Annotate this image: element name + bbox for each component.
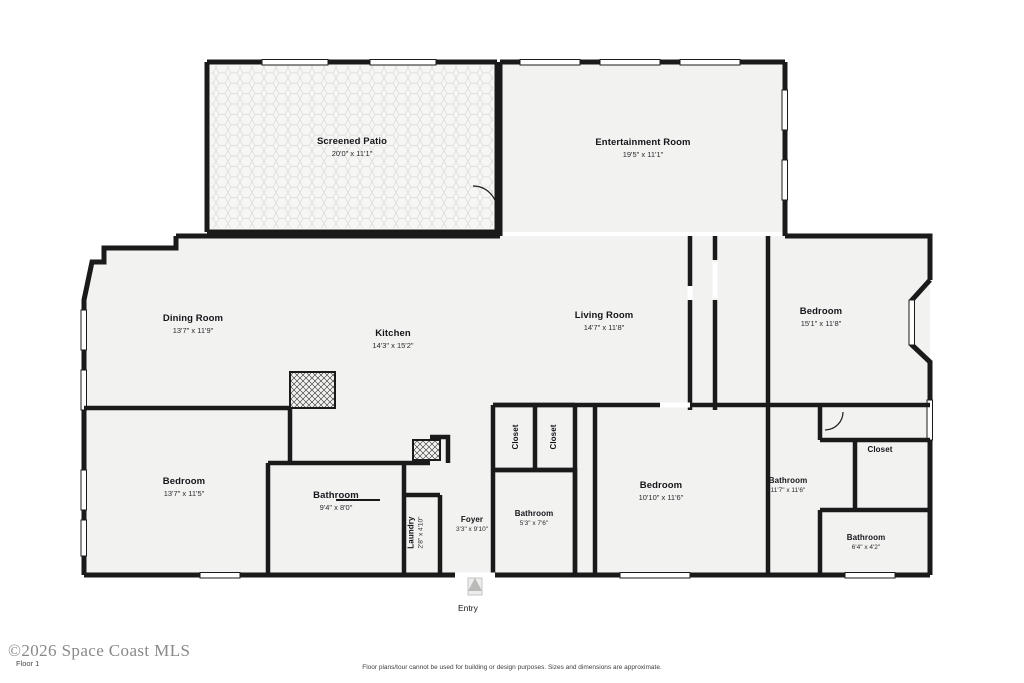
- room-name: Bedroom: [799, 306, 843, 317]
- room-name: Bathroom: [846, 533, 886, 542]
- room-name: Bedroom: [639, 480, 683, 491]
- room-dimensions: 20'0" x 11'1": [331, 148, 373, 158]
- entry-marker: [468, 578, 482, 595]
- room-name: Laundry: [406, 516, 416, 549]
- room-dimensions: 3'3" x 9'10": [455, 526, 489, 533]
- room-name: Kitchen: [375, 328, 411, 339]
- room-name: Closet: [867, 445, 893, 454]
- room-name: Closet: [549, 424, 558, 450]
- floor-tag: Floor 1: [16, 659, 40, 668]
- room-dimensions: 10'10" x 11'6": [638, 492, 684, 502]
- disclaimer-text: Floor plans/tour cannot be used for building or design purposes. Sizes and dimensions are approximate.: [362, 664, 662, 671]
- room-dimensions: 15'1" x 11'8": [800, 318, 842, 328]
- room-name: Bedroom: [162, 476, 206, 487]
- room-dimensions: 13'7" x 11'5": [163, 488, 205, 498]
- room-dimensions: 13'7" x 11'9": [172, 325, 214, 335]
- room-name: Bathroom: [768, 476, 808, 485]
- room-dimensions: 5'3" x 7'6": [519, 520, 549, 527]
- room-dimensions: 9'4" x 8'0": [319, 502, 353, 512]
- room-name: Bathroom: [313, 490, 359, 501]
- room-name: Dining Room: [162, 313, 224, 324]
- room-dimensions: 14'3" x 15'2": [372, 340, 414, 350]
- room-name: Bathroom: [514, 509, 554, 518]
- room-name: Screened Patio: [316, 136, 388, 147]
- room-fills: [84, 62, 930, 575]
- room-name: Foyer: [460, 515, 484, 524]
- watermark: ©2026 Space Coast MLS: [8, 641, 191, 660]
- entry-label: Entry: [458, 603, 478, 613]
- room-dimensions: 19'5" x 11'1": [622, 149, 664, 159]
- room-name: Entertainment Room: [595, 137, 691, 148]
- room-dimensions: 6'4" x 4'2": [851, 544, 881, 551]
- room-dimensions: 14'7" x 11'8": [583, 322, 625, 332]
- room-dimensions: 2'8" x 4'10": [417, 516, 425, 549]
- room-dimensions: 11'7" x 11'6": [770, 487, 806, 494]
- room-name: Living Room: [574, 310, 634, 321]
- room-name: Closet: [511, 424, 520, 450]
